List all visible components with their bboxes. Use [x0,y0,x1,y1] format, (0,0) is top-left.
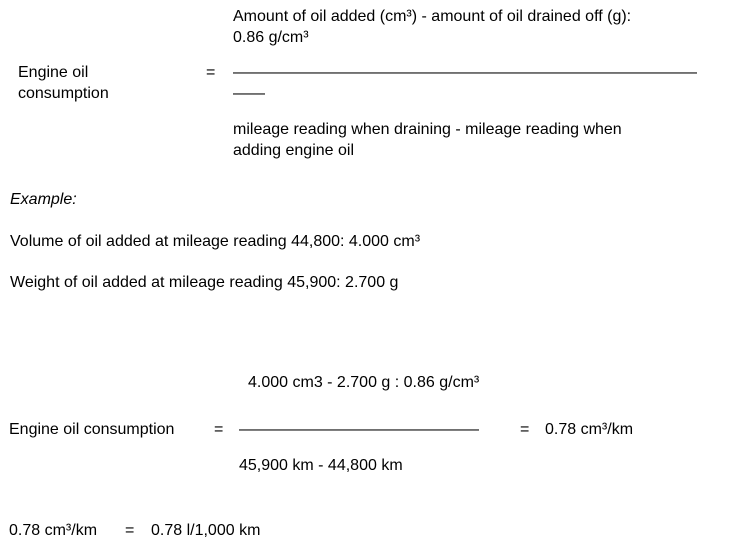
calc-label: Engine oil consumption [9,421,175,438]
formula-fraction-bar-line2: —— [233,85,265,102]
formula-denominator-line2: adding engine oil [233,142,354,159]
formula-numerator-line2: 0.86 g/cm³ [233,29,309,46]
formula-equals: = [206,64,216,81]
conversion-left: 0.78 cm³/km [9,522,98,539]
example-volume-line: Volume of oil added at mileage reading 44,800: 4.000 cm³ [10,233,421,250]
example-heading: Example: [10,191,77,208]
formula-numerator-line1: Amount of oil added (cm³) - amount of oil drained off (g): [233,8,632,25]
calc-fraction-bar: ——————————————— [239,421,479,438]
calc-result: 0.78 cm³/km [545,421,634,438]
conversion-right: 0.78 l/1,000 km [151,522,261,539]
formula-label-line1: Engine oil [18,64,89,81]
calc-equals-2: = [520,421,530,438]
example-weight-line: Weight of oil added at mileage reading 45,900: 2.700 g [10,274,399,291]
calc-equals-1: = [214,421,224,438]
formula-label-line2: consumption [18,85,109,102]
calc-denominator: 45,900 km - 44,800 km [239,457,403,474]
conversion-equals: = [125,522,135,539]
formula-denominator-line1: mileage reading when draining - mileage reading when [233,121,622,138]
formula-fraction-bar-line1: ————————————————————————————— [233,64,697,81]
calc-numerator: 4.000 cm3 - 2.700 g : 0.86 g/cm³ [248,374,480,391]
